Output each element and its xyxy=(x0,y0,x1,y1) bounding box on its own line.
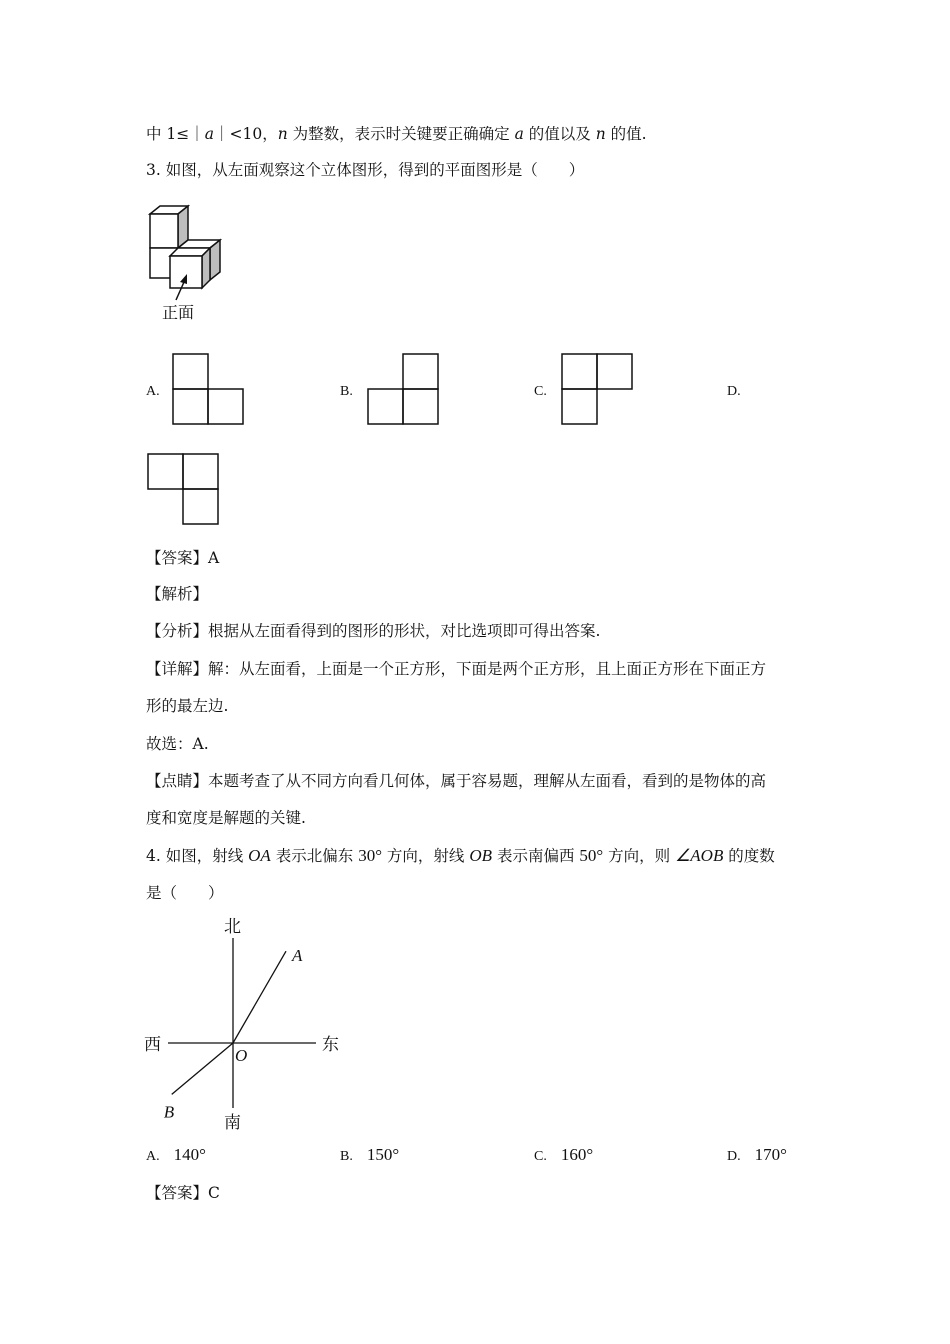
intro-text-3: 为整数，表示时关键要正确确定 xyxy=(287,125,515,143)
q3-option-d[interactable] xyxy=(727,380,741,402)
q3-comment-line1: 【点睛】本题考查了从不同方向看几何体，属于容易题，理解从左面看，看到的是物体的高 xyxy=(146,772,767,790)
intro-text-4: 的值以及 xyxy=(523,125,596,143)
q4-option-c-value: 160° xyxy=(560,1145,594,1164)
q4-compass-diagram xyxy=(140,910,360,1135)
q3-option-a[interactable] xyxy=(146,380,160,402)
q3-comment-line2: 度和宽度是解题的关键. xyxy=(146,809,306,827)
var-a-2: a xyxy=(514,125,524,143)
angle-aob: ∠AOB xyxy=(675,846,724,865)
angle-30: 30° xyxy=(358,846,382,865)
var-a: a xyxy=(204,125,215,143)
q4-stem-text-1: 4. 如图，射线 xyxy=(146,847,249,865)
q3-option-c[interactable] xyxy=(534,380,547,402)
var-n-2: n xyxy=(595,125,606,143)
q3-option-b[interactable] xyxy=(340,380,353,402)
intro-text-2: ｜<10， xyxy=(214,125,278,143)
intro-text-1: 中 1≤｜ xyxy=(146,125,205,143)
q3-option-c-figure xyxy=(561,353,633,425)
q3-conclusion: 故选：A. xyxy=(146,735,209,753)
var-n: n xyxy=(277,125,288,143)
point-a-label: A xyxy=(292,946,303,966)
q3-option-a-figure xyxy=(172,353,244,425)
q3-solid-figure xyxy=(140,200,230,325)
q3-option-b-figure xyxy=(367,353,439,425)
intro-line xyxy=(146,124,647,144)
point-b-label: B xyxy=(163,1102,175,1122)
west-label: 西 xyxy=(144,1035,161,1055)
q3-detail-line1: 【详解】解：从左面看，上面是一个正方形，下面是两个正方形，且上面正方形在下面正方 xyxy=(146,660,767,678)
q4-option-c[interactable] xyxy=(534,1145,593,1167)
angle-50: 50° xyxy=(579,846,604,865)
origin-label: O xyxy=(235,1046,248,1065)
ray-oa-line xyxy=(233,951,286,1043)
q4-stem-line2: 是（ ） xyxy=(146,884,224,902)
q4-option-a-value: 140° xyxy=(173,1145,206,1164)
q3-stem: 3. 如图，从左面观察这个立体图形，得到的平面图形是（ ） xyxy=(146,161,585,179)
q3-option-d-label: D. xyxy=(727,384,741,399)
east-label: 东 xyxy=(322,1035,339,1055)
q3-analysis: 【分析】根据从左面看得到的图形的形状，对比选项即可得出答案. xyxy=(146,622,601,640)
q3-analysis-head: 【解析】 xyxy=(146,585,209,603)
q3-option-d-figure xyxy=(147,453,219,525)
q3-detail-line2: 形的最左边. xyxy=(146,697,229,715)
q3-option-a-label: A. xyxy=(146,384,160,399)
intro-text-5: 的值. xyxy=(605,125,647,143)
q4-option-d[interactable] xyxy=(727,1145,787,1167)
ray-ob-line xyxy=(172,1043,233,1094)
q4-stem-text-4: 表示南偏西 xyxy=(492,847,580,865)
ray-ob: OB xyxy=(469,846,493,865)
q4-option-b[interactable] xyxy=(340,1145,399,1167)
q4-stem-text-3: 方向，射线 xyxy=(382,847,470,865)
q4-option-c-label: C. xyxy=(534,1149,547,1164)
ray-oa: OA xyxy=(248,846,271,865)
q3-option-b-label: B. xyxy=(340,384,353,399)
q4-option-b-label: B. xyxy=(340,1149,353,1164)
q4-option-d-label: D. xyxy=(727,1149,741,1164)
q4-option-d-value: 170° xyxy=(754,1145,787,1164)
q4-stem-line1 xyxy=(146,846,775,866)
q4-option-b-value: 150° xyxy=(366,1145,400,1164)
q4-option-a-label: A. xyxy=(146,1149,160,1164)
q3-option-c-label: C. xyxy=(534,384,547,399)
south-label: 南 xyxy=(224,1113,241,1133)
front-label: 正面 xyxy=(162,303,195,322)
q4-stem-text-5: 方向，则 xyxy=(603,847,676,865)
q3-answer: 【答案】A xyxy=(146,549,220,567)
q4-answer: 【答案】C xyxy=(146,1184,220,1202)
q4-stem-text-6: 的度数 xyxy=(723,847,775,865)
q4-stem-text-2: 表示北偏东 xyxy=(270,847,359,865)
q4-option-a[interactable] xyxy=(146,1145,206,1167)
north-label: 北 xyxy=(224,917,241,937)
